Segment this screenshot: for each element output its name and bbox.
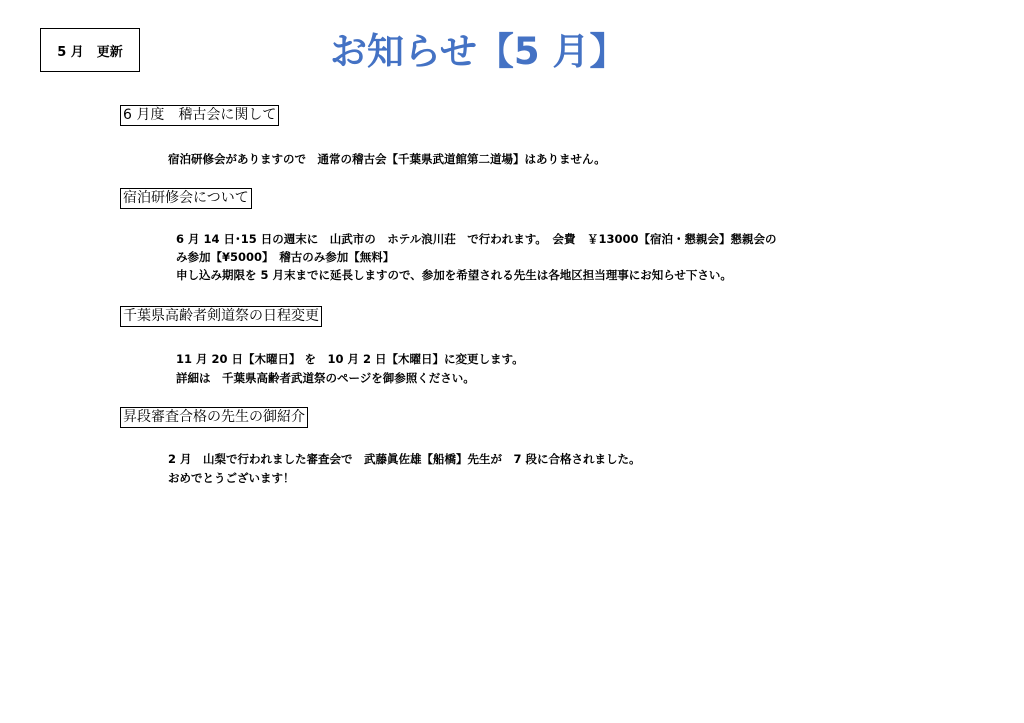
- section-heading: 6 月度 稽古会に関して: [120, 105, 279, 126]
- section-body-line: 宿泊研修会がありますので 通常の稽古会【千葉県武道館第二道場】はありません。: [168, 152, 606, 166]
- section-heading: 宿泊研修会について: [120, 188, 252, 209]
- section-body-line: 2 月 山梨で行われました審査会で 武藤眞佐雄【船橋】先生が 7 段に合格されました。: [168, 452, 641, 466]
- section-body-line: おめでとうございます！: [168, 471, 295, 485]
- section-body-line: 11 月 20 日【木曜日】 を 10 月 2 日【木曜日】に変更します。: [176, 352, 524, 366]
- section-heading: 昇段審査合格の先生の御紹介: [120, 407, 308, 428]
- update-label-box: [40, 28, 140, 72]
- page-title: お知らせ【5 月】: [330, 30, 627, 73]
- section-heading: 千葉県高齢者剣道祭の日程変更: [120, 306, 322, 327]
- section-body-line: 6 月 14 日･15 日の週末に 山武市の ホテル浪川荘 で行われます。 会費 ￥13000【宿泊・懇親会】懇親会の: [176, 232, 777, 246]
- section-body-line: み参加【¥5000】 稽古のみ参加【無料】: [176, 250, 395, 264]
- section-body-line: 申し込み期限を 5 月末までに延長しますので、参加を希望される先生は各地区担当理事にお知らせ下さい。: [176, 268, 732, 282]
- update-label: 5 月 更新: [57, 44, 123, 60]
- section-body-line: 詳細は 千葉県高齢者武道祭のページを御参照ください。: [176, 371, 475, 385]
